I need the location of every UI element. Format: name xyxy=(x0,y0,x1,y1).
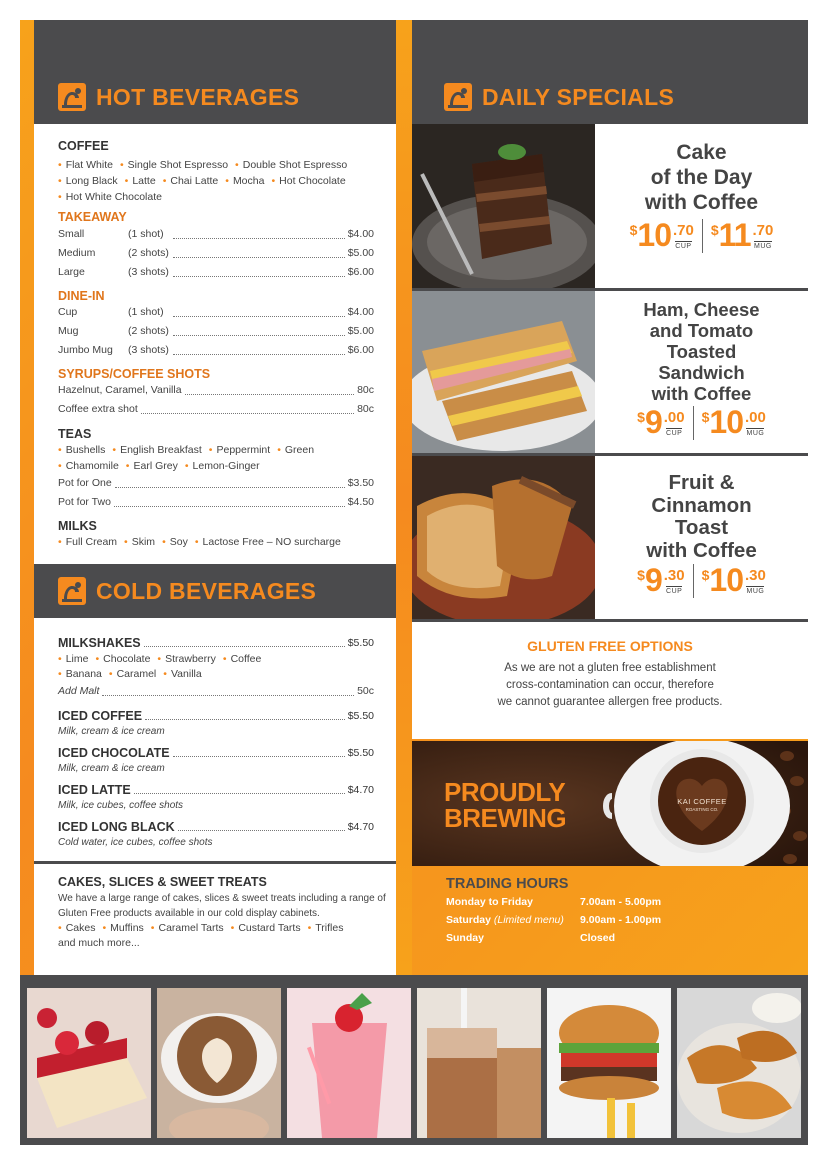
more-text: and much more... xyxy=(58,937,140,949)
list-item: • English Breakfast xyxy=(112,444,201,456)
list-item: • Hot Chocolate xyxy=(271,175,345,187)
special-prices xyxy=(595,564,808,598)
item-description: Milk, ice cubes, coffee shots xyxy=(58,800,184,811)
price-row xyxy=(58,263,374,282)
name-line: and Tomato xyxy=(649,320,754,341)
shots-label: (1 shot) xyxy=(128,306,164,318)
list-item: • Vanilla xyxy=(163,668,201,680)
price-row xyxy=(58,225,374,244)
takeaway-section xyxy=(58,210,374,282)
list-item: • Mocha xyxy=(225,175,264,187)
cup-brand: KAI COFFEE xyxy=(677,797,727,806)
fried-chicken-photo xyxy=(677,988,801,1138)
hours-row xyxy=(446,911,786,929)
day-label: Saturday xyxy=(446,914,494,926)
dinein-section xyxy=(58,289,374,360)
special-text xyxy=(595,140,808,253)
cup-brand-sub: ROASTING CO. xyxy=(685,807,719,812)
special-text xyxy=(595,299,808,440)
name-line: Sandwich xyxy=(658,362,745,383)
strawberry-smoothie-photo xyxy=(287,988,411,1138)
cup-price: $ 10 .70 CUP xyxy=(629,217,694,253)
item-label: Pot for Two xyxy=(58,496,111,508)
item-label: ICED COFFEE xyxy=(58,709,143,723)
list-item: • Latte xyxy=(125,175,156,187)
price-value: 80c xyxy=(357,403,374,415)
milks-section xyxy=(58,519,374,550)
column-divider xyxy=(396,20,412,975)
text-line: we cannot guarantee allergen free products. xyxy=(497,696,723,708)
cakes-heading: CAKES, SLICES & SWEET TREATS xyxy=(58,875,267,889)
day-label: Sunday xyxy=(446,932,484,944)
text-line: cross-contamination can occur, therefore xyxy=(506,679,714,691)
item-label: ICED CHOCOLATE xyxy=(58,746,170,760)
section-divider xyxy=(34,861,396,864)
item-label: Pot for One xyxy=(58,477,112,489)
list-item: • Banana xyxy=(58,668,102,680)
cup-price: $ 9 .30 CUP xyxy=(637,562,685,598)
latte-art-photo xyxy=(157,988,281,1138)
price-value: 50c xyxy=(357,685,374,697)
day-label: Monday to Friday xyxy=(446,896,533,908)
item-label: Hazelnut, Caramel, Vanilla xyxy=(58,384,182,396)
name-line: with Coffee xyxy=(646,538,757,562)
hours-row xyxy=(446,929,786,947)
gluten-heading: GLUTEN FREE OPTIONS xyxy=(527,638,693,654)
name-line: Toast xyxy=(674,516,729,539)
price-value: $4.70 xyxy=(347,821,374,833)
list-item: • Skim xyxy=(124,536,155,548)
list-item: • Flat White xyxy=(58,159,113,171)
takeaway-heading: TAKEAWAY xyxy=(58,210,127,224)
toast-photo xyxy=(412,456,595,620)
special-sandwich xyxy=(412,291,808,455)
item-label: Add Malt xyxy=(58,685,100,697)
proudly-brewing-banner xyxy=(412,741,808,866)
list-item: • Caramel xyxy=(109,668,156,680)
special-name xyxy=(595,472,808,562)
size-label: Jumbo Mug xyxy=(58,344,113,356)
list-item: • Custard Tarts xyxy=(231,922,301,934)
text-line: As we are not a gluten free establishment xyxy=(504,662,716,674)
list-item: • Strawberry xyxy=(157,653,215,665)
item-label: ICED LATTE xyxy=(58,783,131,797)
hot-beverages-header xyxy=(34,20,396,124)
photo-strip xyxy=(20,975,808,1145)
price-separator xyxy=(693,564,694,598)
sandwich-photo xyxy=(412,291,595,455)
price-value: $6.00 xyxy=(347,344,374,356)
cup-price: $ 9 .00 CUP xyxy=(637,404,685,440)
price-row xyxy=(58,682,374,701)
name-line: with Coffee xyxy=(651,383,752,404)
cafe-logo-icon xyxy=(58,83,86,111)
iced-item xyxy=(58,745,374,782)
cake-slice-photo xyxy=(27,988,151,1138)
hours-value: Closed xyxy=(580,932,616,944)
trading-hours xyxy=(446,876,786,947)
day-note: (Limited menu) xyxy=(493,914,564,926)
cafe-logo-icon xyxy=(58,577,86,605)
list-item: • Peppermint xyxy=(209,444,270,456)
shots-label: (3 shots) xyxy=(128,266,169,278)
price-value: $4.00 xyxy=(347,306,374,318)
list-item: • Green xyxy=(277,444,314,456)
price-value: $5.50 xyxy=(347,637,374,649)
iced-item xyxy=(58,819,374,856)
price-row xyxy=(58,634,374,652)
coffee-heading: COFFEE xyxy=(58,139,109,153)
shots-label: (2 shots) xyxy=(128,247,169,259)
cakes-text: We have a large range of cakes, slices & sweet treats including a range of Gluten Free products available in our cold display cabinets. xyxy=(58,893,386,919)
size-label: Cup xyxy=(58,306,78,318)
special-toast xyxy=(412,456,808,620)
milkshake-flavours xyxy=(58,652,374,682)
coffee-section xyxy=(58,139,374,205)
list-item: • Hot White Chocolate xyxy=(58,191,162,203)
price-row xyxy=(58,303,374,322)
price-row xyxy=(58,341,374,360)
price-value: $4.70 xyxy=(347,784,374,796)
syrups-section xyxy=(58,367,374,419)
proudly-brewing-text xyxy=(444,779,566,831)
gluten-free-notice xyxy=(412,622,808,739)
price-separator xyxy=(702,219,703,253)
shots-label: (1 shot) xyxy=(128,228,164,240)
hot-beverages-title: HOT BEVERAGES xyxy=(96,83,300,110)
list-item: • Soy xyxy=(162,536,188,548)
mug-price: $ 11 .70 MUG xyxy=(710,217,774,253)
coffee-list xyxy=(58,157,374,205)
list-item: • Trifles xyxy=(308,922,344,934)
teas-section xyxy=(58,427,374,512)
burger-photo xyxy=(547,988,671,1138)
gluten-text xyxy=(412,660,808,711)
teas-list xyxy=(58,442,374,474)
list-item: • Coffee xyxy=(223,653,261,665)
list-item: • Muffins xyxy=(102,922,143,934)
teas-heading: TEAS xyxy=(58,427,92,441)
list-item: • Double Shot Espresso xyxy=(235,159,347,171)
iced-coffee-photo xyxy=(417,988,541,1138)
daily-specials-title: DAILY SPECIALS xyxy=(482,83,675,110)
price-value: $3.50 xyxy=(347,477,374,489)
list-item: • Earl Grey xyxy=(126,460,178,472)
cafe-logo-icon xyxy=(444,83,472,111)
price-value: $5.50 xyxy=(347,710,374,722)
cakes-list xyxy=(58,921,398,951)
price-separator xyxy=(693,406,694,440)
name-line: Cake xyxy=(676,141,727,164)
list-item: • Single Shot Espresso xyxy=(120,159,228,171)
list-item: • Chai Latte xyxy=(163,175,219,187)
price-row xyxy=(58,381,374,400)
price-row xyxy=(58,244,374,263)
milks-heading: MILKS xyxy=(58,519,97,533)
milks-list xyxy=(58,534,374,550)
size-label: Large xyxy=(58,266,85,278)
list-item: • Lime xyxy=(58,653,88,665)
hours-value: 7.00am - 5.00pm xyxy=(580,896,662,908)
daily-specials-header xyxy=(412,20,808,124)
price-value: $5.00 xyxy=(347,247,374,259)
dinein-heading: DINE-IN xyxy=(58,289,105,303)
cake-photo xyxy=(412,124,595,288)
hours-value: 9.00am - 1.00pm xyxy=(580,914,662,926)
size-label: Small xyxy=(58,228,85,240)
shots-label: (2 shots) xyxy=(128,325,169,337)
item-label: MILKSHAKES xyxy=(58,636,141,650)
name-line: Toasted xyxy=(666,341,737,362)
name-line: with Coffee xyxy=(644,191,759,214)
price-value: $4.50 xyxy=(347,496,374,508)
item-description: Cold water, ice cubes, coffee shots xyxy=(58,837,213,848)
price-value: $5.00 xyxy=(347,325,374,337)
list-item: • Full Cream xyxy=(58,536,117,548)
list-item: • Lactose Free – NO surcharge xyxy=(195,536,341,548)
iced-item xyxy=(58,782,374,819)
price-row xyxy=(58,400,374,419)
list-item: • Cakes xyxy=(58,922,95,934)
price-row xyxy=(58,493,374,512)
list-item: • Chamomile xyxy=(58,460,119,472)
list-item: • Bushells xyxy=(58,444,105,456)
price-row xyxy=(58,322,374,341)
item-description: Milk, cream & ice cream xyxy=(58,726,165,737)
mug-price: $ 10 .00 MUG xyxy=(701,404,766,440)
brewing-line: PROUDLY xyxy=(444,777,566,807)
mug-price: $ 10 .30 MUG xyxy=(701,562,766,598)
special-name xyxy=(595,140,808,215)
price-value: 80c xyxy=(357,384,374,396)
special-prices xyxy=(595,406,808,440)
trading-heading: TRADING HOURS xyxy=(446,876,569,892)
list-item: • Chocolate xyxy=(95,653,150,665)
syrups-heading: SYRUPS/COFFEE SHOTS xyxy=(58,367,211,381)
price-value: $5.50 xyxy=(347,747,374,759)
name-line: Fruit & xyxy=(668,471,735,494)
size-label: Mug xyxy=(58,325,79,337)
name-line: Ham, Cheese xyxy=(643,299,760,320)
list-item: • Lemon-Ginger xyxy=(185,460,260,472)
name-line: Cinnamon xyxy=(651,493,752,517)
cold-beverages-header xyxy=(34,564,396,618)
milkshakes-section xyxy=(58,634,374,701)
price-row xyxy=(58,474,374,493)
name-line: of the Day xyxy=(650,166,753,189)
special-cake xyxy=(412,124,808,288)
size-label: Medium xyxy=(58,247,96,259)
list-item: • Long Black xyxy=(58,175,118,187)
cold-beverages-title: COLD BEVERAGES xyxy=(96,577,317,604)
cakes-section xyxy=(58,875,398,951)
special-prices xyxy=(595,219,808,253)
price-value: $6.00 xyxy=(347,266,374,278)
item-description: Milk, cream & ice cream xyxy=(58,763,165,774)
item-label: Coffee extra shot xyxy=(58,403,138,415)
hours-row xyxy=(446,893,786,911)
brewing-line: BREWING xyxy=(444,803,567,833)
list-item: • Caramel Tarts xyxy=(151,922,224,934)
iced-item xyxy=(58,708,374,745)
special-text xyxy=(595,472,808,598)
item-label: ICED LONG BLACK xyxy=(58,820,175,834)
special-name xyxy=(595,299,808,404)
iced-drinks-section xyxy=(58,708,374,856)
shots-label: (3 shots) xyxy=(128,344,169,356)
price-value: $4.00 xyxy=(347,228,374,240)
